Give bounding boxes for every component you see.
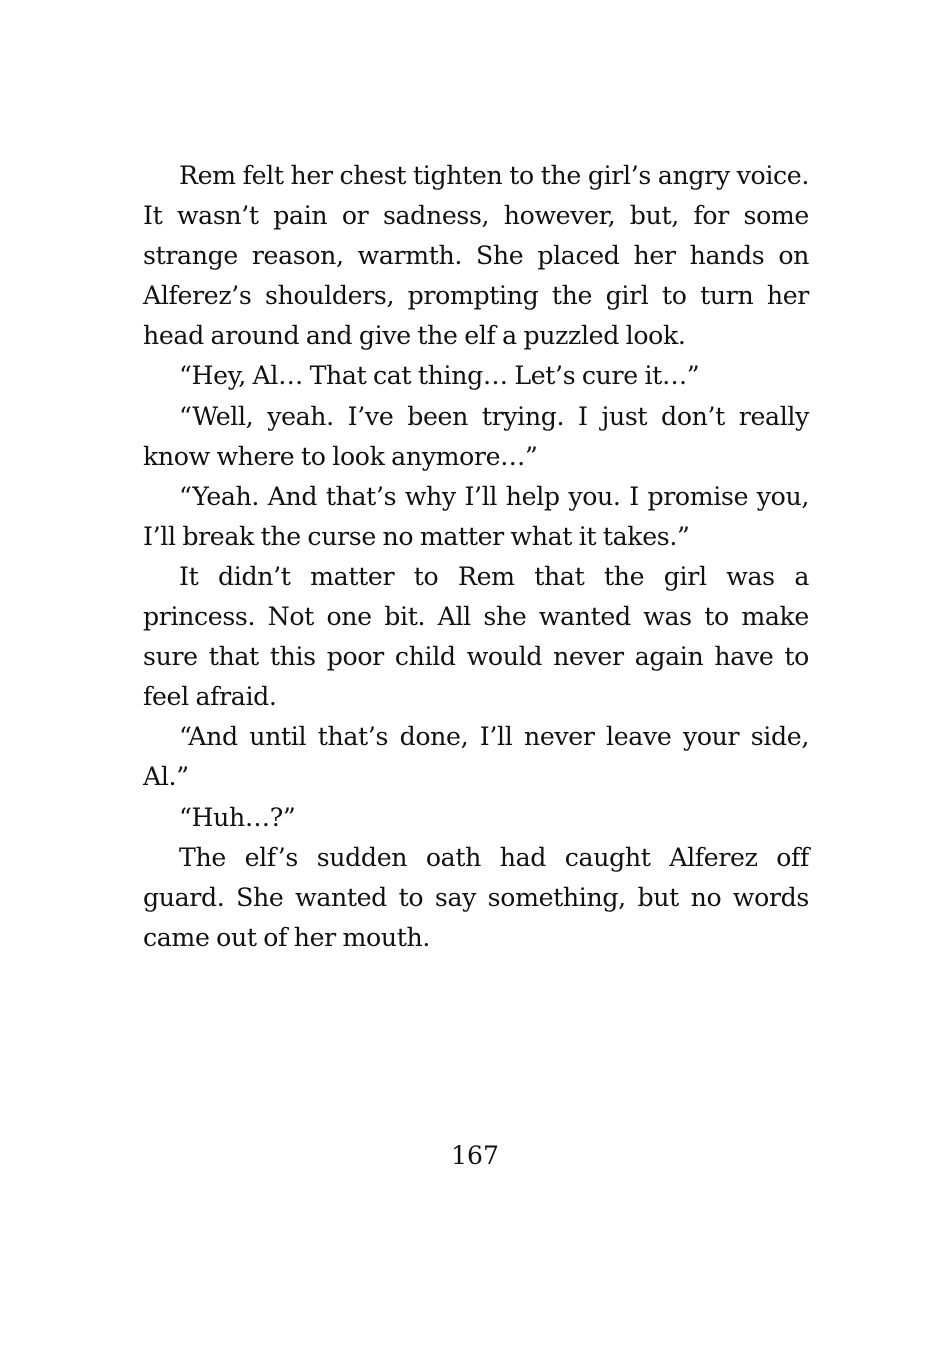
paragraph: The elf’s sudden oath had caught Alferez off guard. She wanted to say something, but no words came out of her mouth. [143, 842, 809, 952]
paragraph: “Well, yeah. I’ve been trying. I just don’t really know where to look anymore…” [143, 401, 809, 471]
paragraph: “Hey, Al… That cat thing… Let’s cure it…” [179, 361, 700, 391]
page-number: 167 [451, 1141, 499, 1170]
paragraph: Rem felt her chest tighten to the girl’s angry voice. It wasn’t pain or sadness, however, but, for some strange reason, warmth. She placed her hands on Alferez’s shoulders, prompting the girl to turn her head around and give the elf a puzzled look. [143, 161, 809, 351]
paragraph: “Yeah. And that’s why I’ll help you. I promise you, I’ll break the curse no matter what it takes.” [143, 481, 809, 551]
paragraph: “And until that’s done, I’ll never leave your side, Al.” [143, 722, 809, 792]
paragraph: “Huh…?” [179, 802, 296, 832]
body-text [143, 156, 809, 958]
paragraph: It didn’t matter to Rem that the girl was a princess. Not one bit. All she wanted was to make sure that this poor child would never again have to feel afraid. [143, 561, 809, 712]
